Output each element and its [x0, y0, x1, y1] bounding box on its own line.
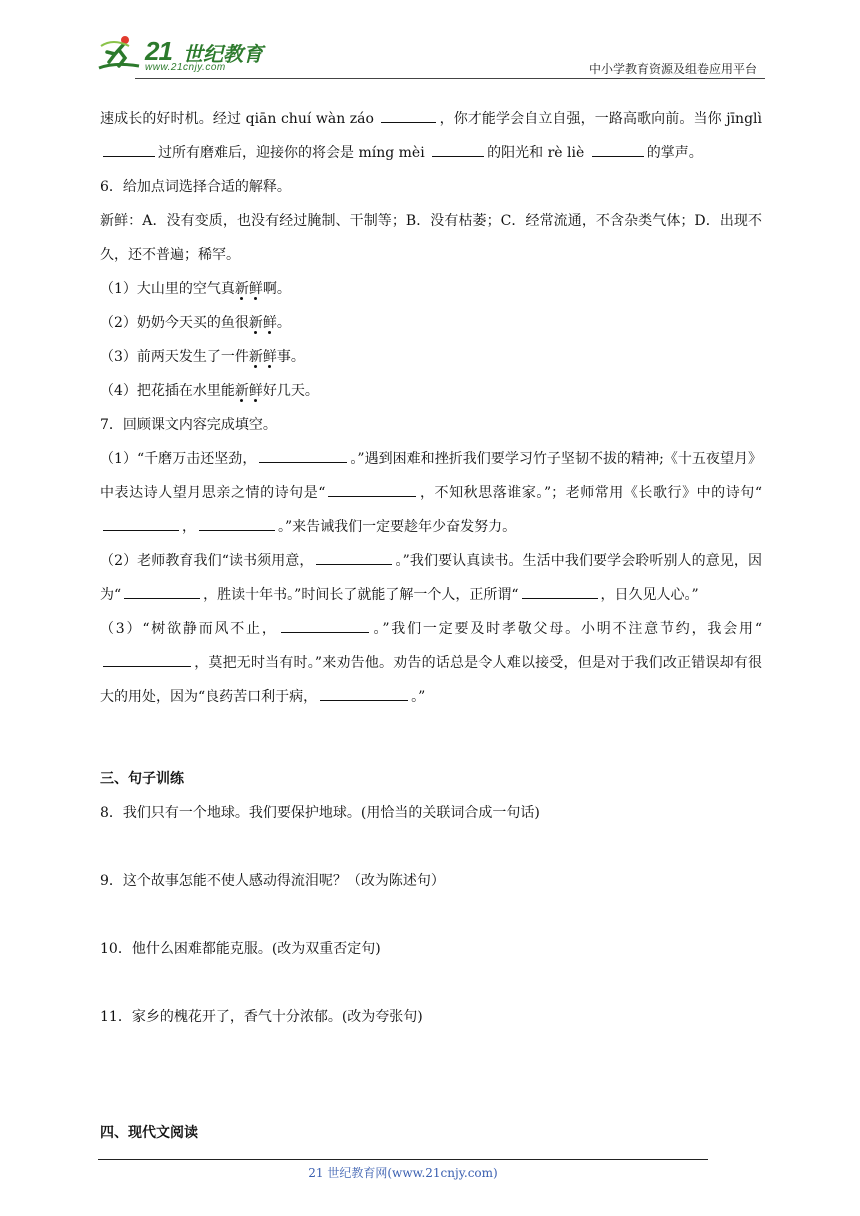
answer-blank[interactable]	[316, 548, 392, 565]
runner-logo-icon	[95, 32, 147, 76]
answer-space[interactable]	[100, 1034, 762, 1082]
question-10: 10．他什么困难都能克服。(改为双重否定句)	[100, 941, 381, 957]
text-run: （1）“千磨万击还坚劲，	[100, 451, 257, 467]
text-run: ，不知秋思落谁家。”；老师常用《长歌行》中的诗句“	[419, 485, 762, 501]
spacer	[100, 1082, 762, 1116]
text-run: （3）前两天发生了一件	[100, 349, 249, 365]
footer-link[interactable]: 21 世纪教育网(www.21cnjy.com)	[308, 1166, 498, 1180]
answer-blank[interactable]	[199, 514, 275, 531]
page-header	[95, 30, 765, 80]
answer-blank[interactable]	[103, 140, 155, 157]
answer-blank[interactable]	[281, 616, 369, 633]
site-logo[interactable]	[95, 32, 265, 76]
dotted-char: 新	[234, 281, 249, 297]
logo-url: www.21cnjy.com	[145, 62, 226, 73]
question-11: 11．家乡的槐花开了，香气十分浓郁。(改为夸张句)	[100, 1009, 423, 1025]
question-7-part-2	[100, 544, 762, 612]
section-3-heading: 三、句子训练	[100, 771, 184, 787]
question-9: 9．这个故事怎能不使人感动得流泪呢？（改为陈述句）	[100, 873, 445, 889]
text-run: 。”我们一定要及时孝敬父母。小明不注意节约，我会用“	[371, 621, 762, 637]
answer-blank[interactable]	[522, 582, 598, 599]
question-8: 8．我们只有一个地球。我们要保护地球。(用恰当的关联词合成一句话)	[100, 805, 540, 821]
text-run: 。”我们要认真读书。生活中我们要学会聆听别人的意见，因为“	[100, 553, 762, 603]
text-run: 。”遇到困难和挫折我们要学习竹子坚韧不拔的精神;《十五夜望月》中表达诗人望月思亲之情的诗句是“	[100, 451, 762, 501]
dotted-char: 鲜	[248, 281, 263, 297]
answer-blank[interactable]	[432, 140, 484, 157]
answer-blank[interactable]	[124, 582, 200, 599]
text-run: ，莫把无时当有时。”来劝告他。劝告的话总是令人难以接受，但是对于我们改正错误却有很大的用处，因为“良药苦口利于病，	[100, 655, 762, 705]
text-run: 速成长的好时机。经过 qiān chuí wàn záo	[100, 111, 379, 127]
dotted-char: 鲜	[248, 383, 263, 399]
question-7-part-3	[100, 612, 762, 714]
question-6-item-3	[100, 340, 762, 374]
header-platform-text: 中小学教育资源及组卷应用平台	[588, 62, 757, 76]
text-run: 。	[276, 315, 291, 331]
answer-space[interactable]	[100, 898, 762, 932]
section-4-heading: 四、现代文阅读	[100, 1125, 198, 1141]
answer-space[interactable]	[100, 830, 762, 864]
answer-blank[interactable]	[259, 446, 347, 463]
footer-divider	[98, 1159, 708, 1160]
text-run: （3）“树欲静而风不止，	[100, 621, 278, 637]
dotted-char: 鲜	[262, 349, 277, 365]
page-content	[100, 102, 762, 1150]
question-6-item-1	[100, 272, 762, 306]
answer-blank[interactable]	[103, 514, 179, 531]
text-run: lì	[753, 111, 763, 127]
question-6-item-2	[100, 306, 762, 340]
text-run: 。”	[411, 689, 426, 705]
text-run: ，胜读十年书。”时间长了就能了解一个人，正所谓“	[203, 587, 519, 603]
text-run: （4）把花插在水里能	[100, 383, 235, 399]
question-7-title: 7．回顾课文内容完成填空。	[100, 417, 277, 433]
dotted-char: 新	[234, 383, 249, 399]
text-run: （2）老师教育我们“读书须用意，	[100, 553, 314, 569]
text-run: （1）大山里的空气真	[100, 281, 235, 297]
text-run: 啊。	[262, 281, 291, 297]
text-run: 的阳光和 rè liè	[487, 145, 589, 161]
spacer	[100, 714, 762, 762]
question-6-title: 6．给加点词选择合适的解释。	[100, 179, 291, 195]
dotted-char: 新	[248, 349, 263, 365]
text-run: 。”来告诫我们一定要趁年少奋发努力。	[278, 519, 517, 535]
text-run: 好几天。	[262, 383, 319, 399]
answer-blank[interactable]	[381, 106, 436, 123]
continued-paragraph	[100, 102, 762, 170]
dotted-char: 新	[248, 315, 263, 331]
logo-text: 世纪教育	[183, 42, 263, 66]
answer-blank[interactable]	[320, 684, 408, 701]
question-6-definitions: 新鲜：A．没有变质，也没有经过腌制、干制等；B．没有枯萎；C．经常流通，不含杂类气体；D．出现不久，还不普遍；稀罕。	[100, 213, 762, 263]
answer-blank[interactable]	[592, 140, 644, 157]
text-run: ，	[182, 519, 196, 535]
text-run: ，你才能学会自立自强，一路高歌向前。当你 jīng	[439, 111, 754, 127]
text-run: ，日久见人心。”	[600, 587, 699, 603]
logo-number: 21	[145, 36, 172, 66]
answer-space[interactable]	[100, 966, 762, 1000]
header-divider	[135, 78, 765, 79]
question-6-item-4	[100, 374, 762, 408]
text-run: 的掌声。	[646, 145, 703, 161]
text-run: 过所有磨难后，迎接你的将会是 míng mèi	[158, 145, 430, 161]
answer-blank[interactable]	[103, 650, 191, 667]
text-run: （2）奶奶今天买的鱼很	[100, 315, 249, 331]
dotted-char: 鲜	[262, 315, 277, 331]
answer-blank[interactable]	[328, 480, 416, 497]
text-run: 事。	[276, 349, 305, 365]
question-7-part-1	[100, 442, 762, 544]
